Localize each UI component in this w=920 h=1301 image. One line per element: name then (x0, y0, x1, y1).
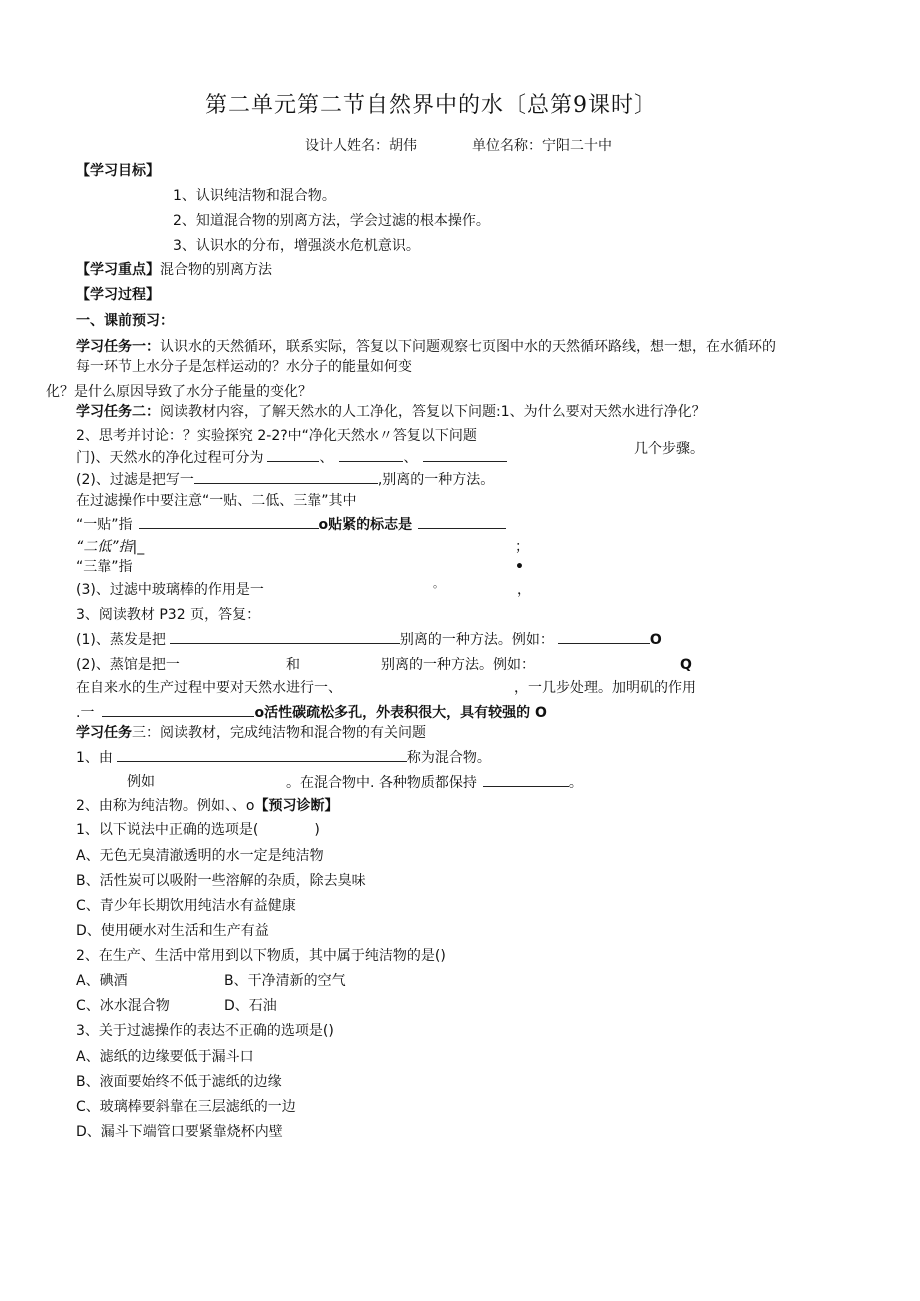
unit-label: 单位名称：宁阳二十中 (472, 138, 612, 154)
task1-line2: 每一环节上水分子是怎样运动的？水分子的能量如何变 (76, 359, 412, 375)
task2-q2: 2、思考并讨论：？实验探究 2-2?中“净化天然水〃答复以下问题 (76, 428, 477, 444)
option: A、碘酒 (76, 973, 128, 989)
option: A、滤纸的边缘要低于漏斗口 (76, 1049, 254, 1065)
task1-line3: 化？是什么原因导致了水分子能量的变化？ (46, 384, 312, 400)
task1-text: 认识水的天然循环，联系实际，答复以下问题观察七页图中水的天然循环路线，想一想，在水循环的 (160, 339, 776, 355)
blank (558, 630, 650, 644)
task3-q2 (76, 797, 338, 815)
task2-q3-2: (2)、蒸馆是把一 (76, 657, 180, 673)
task3-example: 例如 (127, 774, 155, 790)
option: C、玻璃棒要斜靠在三层滤纸的一边 (76, 1099, 296, 1115)
q2-2-text: (2)、过滤是把写一 (76, 472, 194, 488)
option: D、漏斗下端管口要紧靠烧杯内壁 (76, 1124, 283, 1140)
yitie-label: “一贴”指 (76, 517, 133, 533)
blank (483, 773, 569, 787)
blank (194, 470, 378, 484)
task3-text: 三：阅读教材，完成纯洁物和混合物的有关问题 (132, 725, 426, 741)
sep: 、 (403, 450, 418, 466)
q2-2-suffix: ,别离的一种方法。 (377, 472, 495, 488)
blank (117, 748, 407, 762)
task2-q2-1 (76, 448, 507, 467)
option: C、冰水混合物 (76, 998, 170, 1014)
blank (102, 703, 254, 717)
focus-text: 混合物的别离方法 (160, 262, 272, 278)
option: A、无色无臭清澈透明的水一定是纯洁物 (76, 848, 324, 864)
process-heading: 【学习过程】 (76, 287, 160, 303)
erdi-line: “二低”指|_ (76, 539, 145, 555)
task2-q2-3: (3)、过滤中玻璃棒的作用是一 (76, 582, 264, 598)
task2-label: 学习任务二： (76, 404, 160, 420)
task3-line (76, 724, 426, 742)
option: B、液面要始终不低于滤纸的边缘 (76, 1074, 282, 1090)
diagnosis-heading: 【预习诊断】 (254, 798, 339, 814)
blank (418, 515, 506, 529)
q3-2-mid: 别离的一种方法。例如： (381, 657, 535, 673)
goal-item: 3、认识水的分布，增强淡水危机意识。 (173, 238, 420, 254)
blank (423, 448, 507, 462)
q1-suffix: 称为混合物。 (406, 750, 491, 766)
task3-q1 (76, 748, 491, 767)
focus-line (76, 261, 272, 279)
option: C、青少年长期饮用纯洁水有益健康 (76, 898, 296, 914)
option: D、石油 (224, 998, 277, 1014)
water-line-a: 在自来水的生产过程中要对天然水进行一、 (76, 680, 342, 696)
water-line-b: ，一几步处理。加明矶的作用 (514, 680, 696, 696)
blank (339, 448, 403, 462)
blank (139, 515, 319, 529)
q3-1-mid: 别离的一种方法。例如： (399, 632, 554, 648)
semicolon: ； (515, 539, 529, 555)
q2-1-text: 门)、天然水的净化过程可分为 (76, 450, 264, 466)
goal-item: 2、知道混合物的别离方法，学会过滤的根本操作。 (173, 213, 490, 229)
filter-note: 在过滤操作中要注意“一贴、二低、三靠”其中 (76, 493, 357, 509)
q3-1-text: (1)、蒸发是把 (76, 632, 166, 648)
q3-1-end: O (649, 632, 662, 648)
task3-ex-mid (286, 773, 583, 792)
question-stem: 2、在生产、生活中常用到以下物质，其中属于纯洁物的是() (76, 948, 446, 964)
alum-text: o活性碳疏松多孔，外表积很大，具有较强的 O (254, 705, 547, 721)
option: D、使用硬水对生活和生产有益 (76, 923, 269, 939)
task2-q2-2 (76, 470, 494, 489)
blank (267, 448, 319, 462)
task1-line1 (76, 338, 776, 356)
goals-heading: 【学习目标】 (76, 163, 160, 179)
ex-end: 。 (568, 775, 583, 791)
alum-prefix: .一 (76, 705, 95, 721)
designer-label: 设计人姓名：胡伟 (305, 138, 417, 154)
option: B、活性炭可以吸附一些溶解的杂质，除去臭味 (76, 873, 366, 889)
task2-line1 (76, 403, 706, 421)
q1-prefix: 1、由 (76, 750, 113, 766)
task1-label: 学习任务一： (76, 339, 160, 355)
task2-text: 阅读教材内容，了解天然水的人工净化，答复以下问题:1、为什么要对天然水进行净化？ (160, 404, 706, 420)
focus-heading: 【学习重点】 (76, 262, 160, 278)
goal-item: 1、认识纯洁物和混合物。 (173, 188, 336, 204)
q3-2-and: 和 (286, 657, 300, 673)
bullet-dot: • (515, 559, 524, 575)
yitie-line (76, 515, 506, 534)
task3-label: 学习任务 (76, 725, 132, 741)
task2-q3-1 (76, 630, 662, 649)
degree-mark: 。 (433, 577, 444, 590)
question-stem: 3、关于过滤操作的表达不正确的选项是() (76, 1023, 334, 1039)
q3-2-end: Q (680, 657, 692, 673)
task2-q3: 3、阅读教材 P32 页，答复： (76, 607, 261, 623)
sep: 、 (319, 450, 334, 466)
option: B、干净清新的空气 (224, 973, 346, 989)
page-title: 第二单元第二节自然界中的水〔总第9课时〕 (205, 93, 657, 118)
alum-line (76, 703, 547, 722)
q2-text: 2、由称为纯洁物。例如、、o (76, 798, 255, 814)
question-stem: 1、以下说法中正确的选项是( ) (76, 822, 320, 838)
yitie-suffix: o贴紧的标志是 (318, 517, 413, 533)
steps-suffix: 几个步骤。 (634, 441, 704, 457)
comma-mark: ， (517, 582, 531, 598)
preview-heading: 一、课前预习： (76, 313, 174, 329)
sankao-line: “三靠”指 (76, 559, 133, 575)
blank (170, 630, 400, 644)
ex-mid-text: 。在混合物中. 各种物质都保持 (286, 775, 477, 791)
